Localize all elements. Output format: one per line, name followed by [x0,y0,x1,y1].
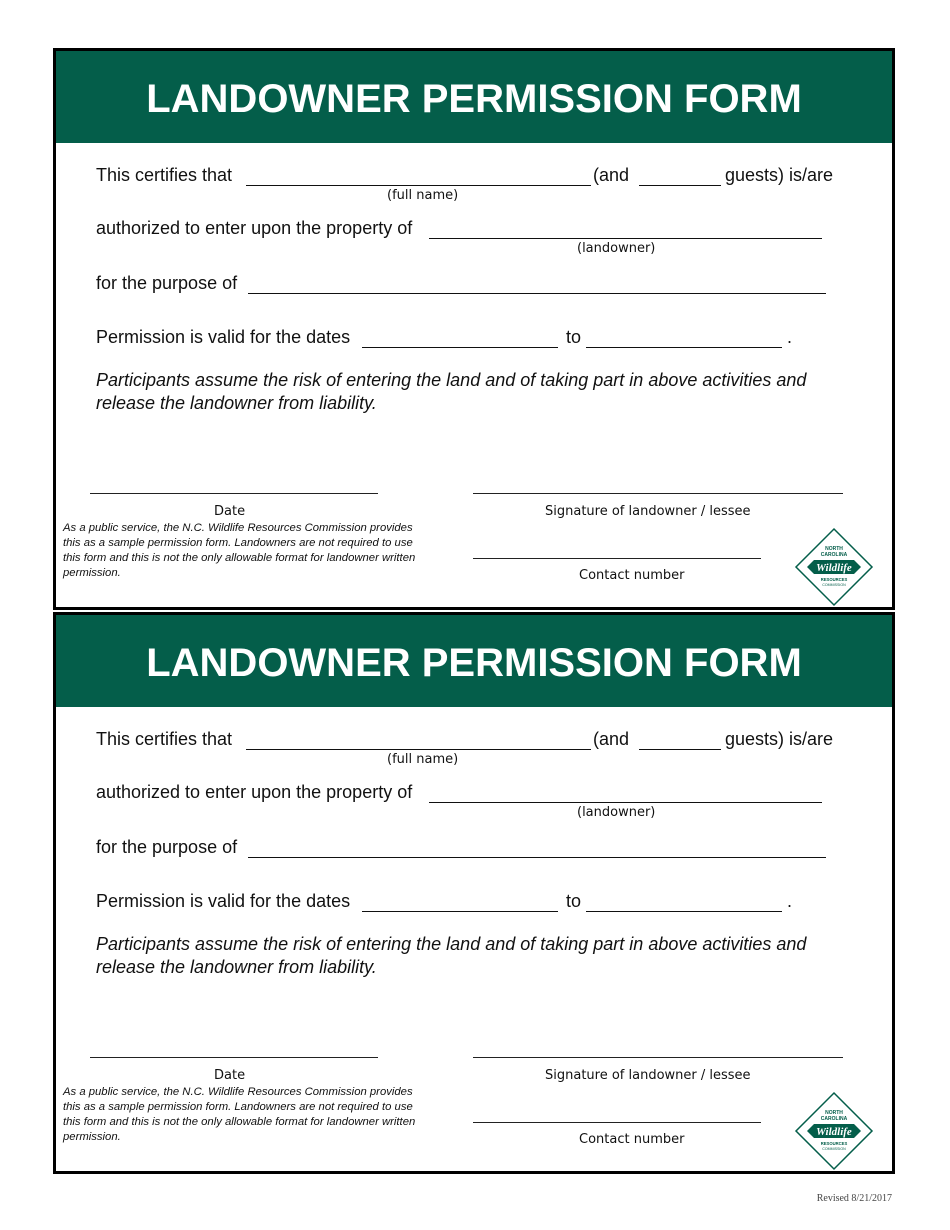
dates-label: Permission is valid for the dates [96,327,351,347]
landowner-signature-line[interactable] [473,1057,843,1058]
guests-label: guests) is/are [725,165,834,185]
and-label: (and [593,729,630,749]
authorized-label: authorized to enter upon the property of [96,782,413,802]
svg-text:CAROLINA: CAROLINA [820,552,848,558]
disclaimer: As a public service, the N.C. Wildlife Resources Commission provides this as a sample permission form. Landowners are not required to use this form and this is not the only allowable format for landowner written permission. [63,1086,416,1143]
certifies-label: This certifies that [96,165,233,185]
liability-statement: Participants assume the risk of entering the land and of taking part in above activities and release the landowner from liability. [96,934,807,977]
svg-text:NORTH: NORTH [825,546,843,552]
purpose-label: for the purpose of [96,837,238,857]
date-label: Date [214,1068,246,1083]
contact-label: Contact number [579,568,685,583]
landowner-caption: (landowner) [577,241,656,256]
contact-label: Contact number [579,1132,685,1147]
svg-text:NORTH: NORTH [825,1110,843,1116]
landowner-caption: (landowner) [577,805,656,820]
authorized-label: authorized to enter upon the property of [96,218,413,238]
to-label: to [566,327,582,347]
form-title: LANDOWNER PERMISSION FORM [56,51,892,143]
period: . [787,891,793,911]
full-name-caption: (full name) [387,188,459,203]
landowner-field[interactable] [429,802,822,803]
start-date-field[interactable] [362,347,558,348]
guests-label: guests) is/are [725,729,834,749]
guests-count-field[interactable] [639,749,721,750]
date-label: Date [214,504,246,519]
svg-text:RESOURCES: RESOURCES [820,577,848,582]
guests-count-field[interactable] [639,185,721,186]
liability-statement: Participants assume the risk of entering the land and of taking part in above activities and release the landowner from liability. [96,370,807,413]
revision-date: Revised 8/21/2017 [816,1193,892,1204]
svg-text:Wildlife: Wildlife [816,1126,852,1138]
svg-text:Wildlife: Wildlife [816,562,852,574]
purpose-field[interactable] [248,293,826,294]
signature-label: Signature of landowner / lessee [545,504,751,519]
period: . [787,327,793,347]
svg-text:RESOURCES: RESOURCES [820,1141,848,1146]
landowner-field[interactable] [429,238,822,239]
nc-wildlife-logo [794,527,874,607]
certifies-label: This certifies that [96,729,233,749]
end-date-field[interactable] [586,347,782,348]
dates-label: Permission is valid for the dates [96,891,351,911]
and-label: (and [593,165,630,185]
to-label: to [566,891,582,911]
purpose-label: for the purpose of [96,273,238,293]
start-date-field[interactable] [362,911,558,912]
svg-text:CAROLINA: CAROLINA [820,1116,848,1122]
permission-form [53,612,895,1174]
full-name-field[interactable] [246,185,591,186]
signature-label: Signature of landowner / lessee [545,1068,751,1083]
svg-text:COMMISSION: COMMISSION [822,1147,846,1151]
nc-wildlife-logo [794,1091,874,1171]
full-name-caption: (full name) [387,752,459,767]
date-signature-line[interactable] [90,1057,378,1058]
end-date-field[interactable] [586,911,782,912]
purpose-field[interactable] [248,857,826,858]
date-signature-line[interactable] [90,493,378,494]
form-title: LANDOWNER PERMISSION FORM [56,615,892,707]
full-name-field[interactable] [246,749,591,750]
disclaimer: As a public service, the N.C. Wildlife Resources Commission provides this as a sample permission form. Landowners are not required to use this form and this is not the only allowable format for landowner written permission. [63,522,416,579]
contact-number-line[interactable] [473,1122,761,1123]
landowner-signature-line[interactable] [473,493,843,494]
svg-text:COMMISSION: COMMISSION [822,583,846,587]
contact-number-line[interactable] [473,558,761,559]
permission-form [53,48,895,610]
